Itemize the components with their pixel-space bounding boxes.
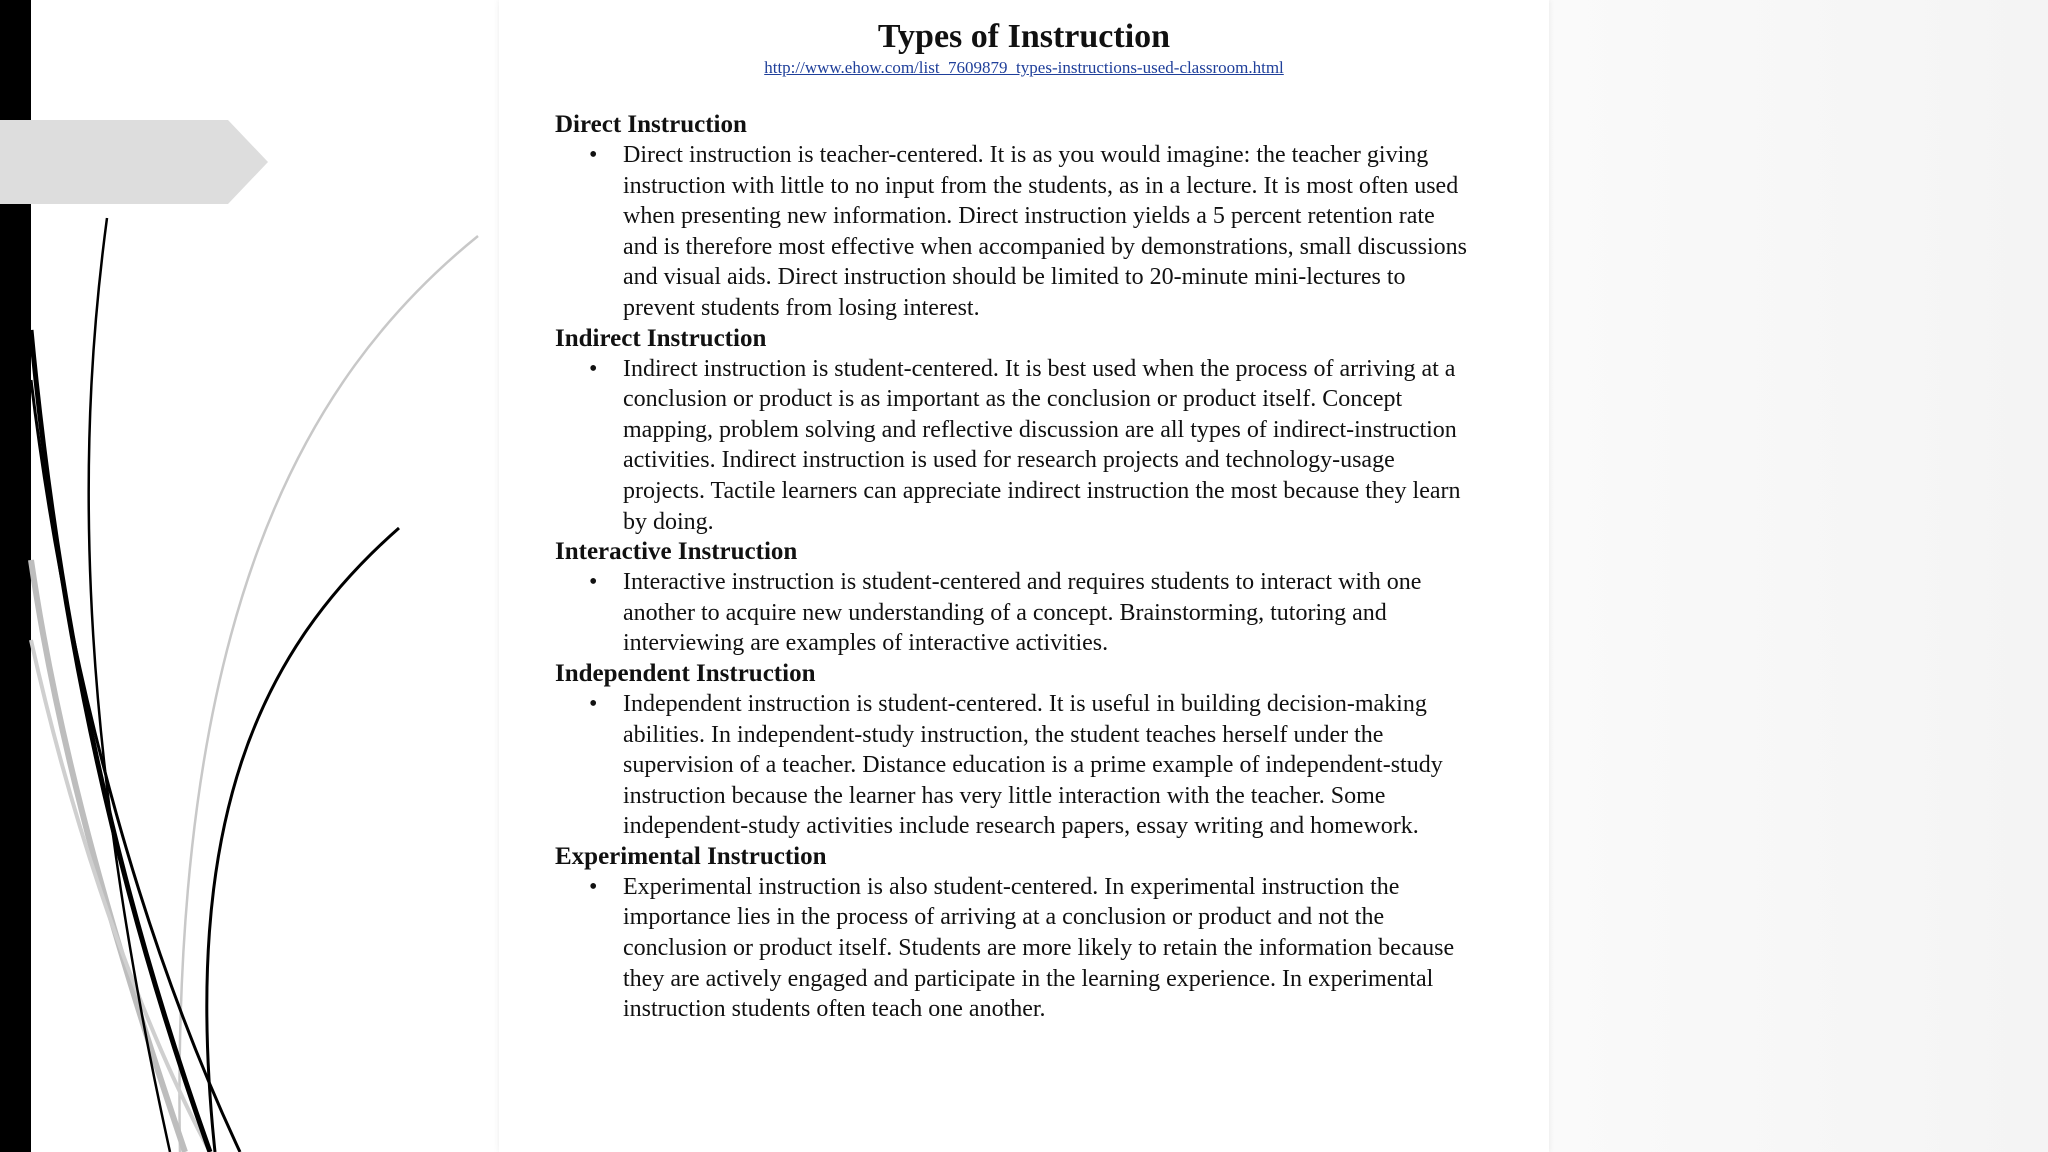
- section-indirect: [555, 324, 1475, 538]
- black-curve-4: [31, 330, 210, 1152]
- section-heading: Direct Instruction: [555, 111, 747, 138]
- section-text: Independent instruction is student-centered. It is useful in building decision-making abilities. In independent-study instruction, the student teaches herself under the supervision of a teacher. Distance education is a prime example of independent-study instruction because the learner has very little interaction with the teacher. Some independent-study activities include research papers, essay writing and homework.: [623, 690, 1443, 840]
- black-curve-1: [89, 218, 170, 1152]
- bullet-item: [555, 140, 1475, 324]
- source-link[interactable]: http://www.ehow.com/list_7609879_types-instructions-used-classroom.html: [764, 58, 1284, 77]
- section-heading: Experimental Instruction: [555, 842, 827, 870]
- document-title: Types of Instruction: [877, 18, 1171, 55]
- bullet-item: [555, 354, 1475, 538]
- document-page: [499, 0, 1549, 1152]
- section-text: Experimental instruction is also student-centered. In experimental instruction the importance lies in the process of arriving at a conclusion or product and not the conclusion or product itself. Students are more likely to retain the information because they are actively engaged and participate in the learning experience. In experimental instruction students often teach one another.: [623, 873, 1455, 1023]
- section-interactive: [555, 537, 1475, 659]
- bullet-item: [555, 872, 1475, 1025]
- section-heading: Independent Instruction: [555, 659, 816, 687]
- section-heading: Interactive Instruction: [555, 538, 798, 566]
- section-experimental: [555, 842, 1475, 1025]
- gray-curve-1: [179, 236, 478, 1152]
- arrow-shape: [0, 120, 268, 204]
- bullet-icon: •: [589, 569, 598, 596]
- section-text: Interactive instruction is student-centered and requires students to interact with one another to acquire new understanding of a concept. Brainstorming, tutoring and interviewing are examples of interactive activities.: [623, 569, 1422, 657]
- bullet-item: [555, 689, 1475, 842]
- bullet-item: [555, 567, 1475, 659]
- bullet-icon: •: [589, 873, 598, 900]
- bullet-icon: •: [589, 142, 598, 168]
- section-direct: [555, 110, 1475, 324]
- sections-list: [555, 110, 1475, 1025]
- bullet-icon: •: [589, 355, 598, 382]
- bullet-icon: •: [589, 690, 598, 717]
- section-text: Direct instruction is teacher-centered. It is as you would imagine: the teacher giving instruction with little to no input from the students, as in a lecture. It is most often used when presenting new information. Direct instruction yields a 5 percent retention rate and is therefore most effective when accompanied by demonstrations, small discussions and visual aids. Direct instruction should be limited to 20-minute mini-lectures to prevent students from losing interest.: [623, 142, 1468, 321]
- gray-curve-2: [31, 560, 185, 1152]
- section-heading: Indirect Instruction: [555, 324, 767, 352]
- section-independent: [555, 659, 1475, 842]
- section-text: Indirect instruction is student-centered. It is best used when the process of arriving at a conclusion or product is as important as the conclusion or product itself. Concept mapping, problem solving and reflective discussion are all types of indirect-instruction activities. Indirect instruction is used for research projects and technology-usage projects. Tactile learners can appreciate indirect instruction the most because they learn by doing.: [623, 355, 1461, 535]
